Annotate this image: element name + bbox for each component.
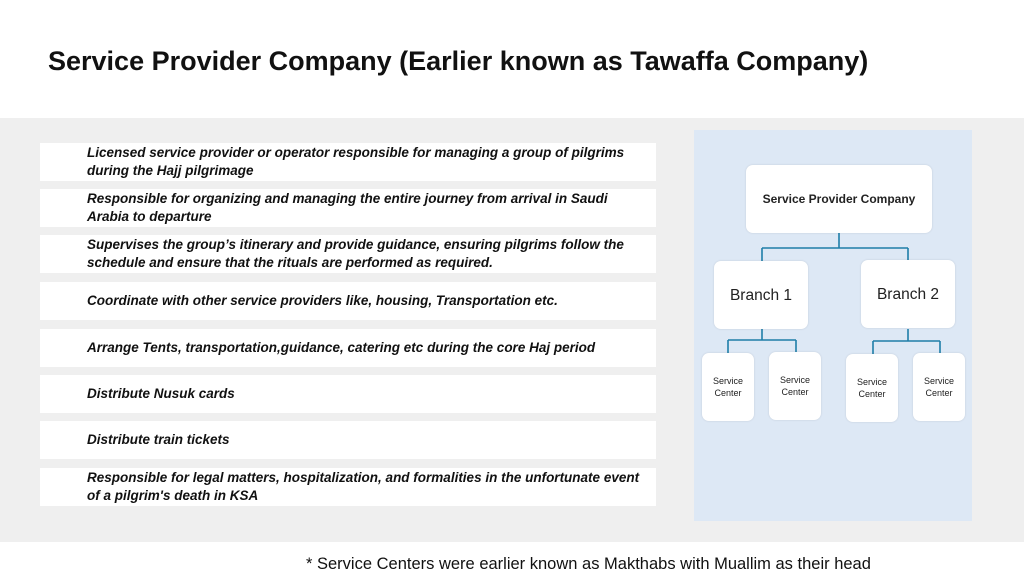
org-chart [694, 130, 972, 521]
list-item [40, 189, 656, 227]
org-node-service-center: Service Center [913, 353, 965, 421]
list-item [40, 235, 656, 273]
list-item-text: Arrange Tents, transportation,guidance, catering etc during the core Haj period [87, 340, 596, 355]
list-item-text: Responsible for organizing and managing the entire journey from arrival in Saudi Arabia to departure [87, 191, 608, 224]
org-node-branch-1: Branch 1 [714, 261, 808, 329]
list-item [40, 329, 656, 367]
list-item [40, 282, 656, 320]
page-title: Service Provider Company (Earlier known as Tawaffa Company) [48, 46, 869, 76]
footnote: * Service Centers were earlier known as Makthabs with Muallim as their head [306, 555, 871, 573]
org-node-service-center: Service Center [702, 353, 754, 421]
org-node-branch-2: Branch 2 [861, 260, 955, 328]
org-node-service-center: Service Center [846, 354, 898, 422]
list-item-text: Coordinate with other service providers like, housing, Transportation etc. [87, 293, 558, 308]
org-node-service-center: Service Center [769, 352, 821, 420]
list-item-text: Distribute train tickets [87, 432, 230, 447]
list-item [40, 375, 656, 413]
list-item [40, 468, 656, 506]
list-item-text: Licensed service provider or operator responsible for managing a group of pilgrims during the Hajj pilgrimage [87, 145, 625, 178]
list-item [40, 421, 656, 459]
list-item-text: Responsible for legal matters, hospitalization, and formalities in the unfortunate event of a pilgrim's death in KSA [87, 470, 640, 503]
org-node-root: Service Provider Company [746, 165, 932, 233]
list-item-text: Supervises the group’s itinerary and provide guidance, ensuring pilgrims follow the schedule and ensure that the rituals are performed as required. [87, 237, 624, 270]
list-item [40, 143, 656, 181]
list-item-text: Distribute Nusuk cards [87, 386, 235, 401]
